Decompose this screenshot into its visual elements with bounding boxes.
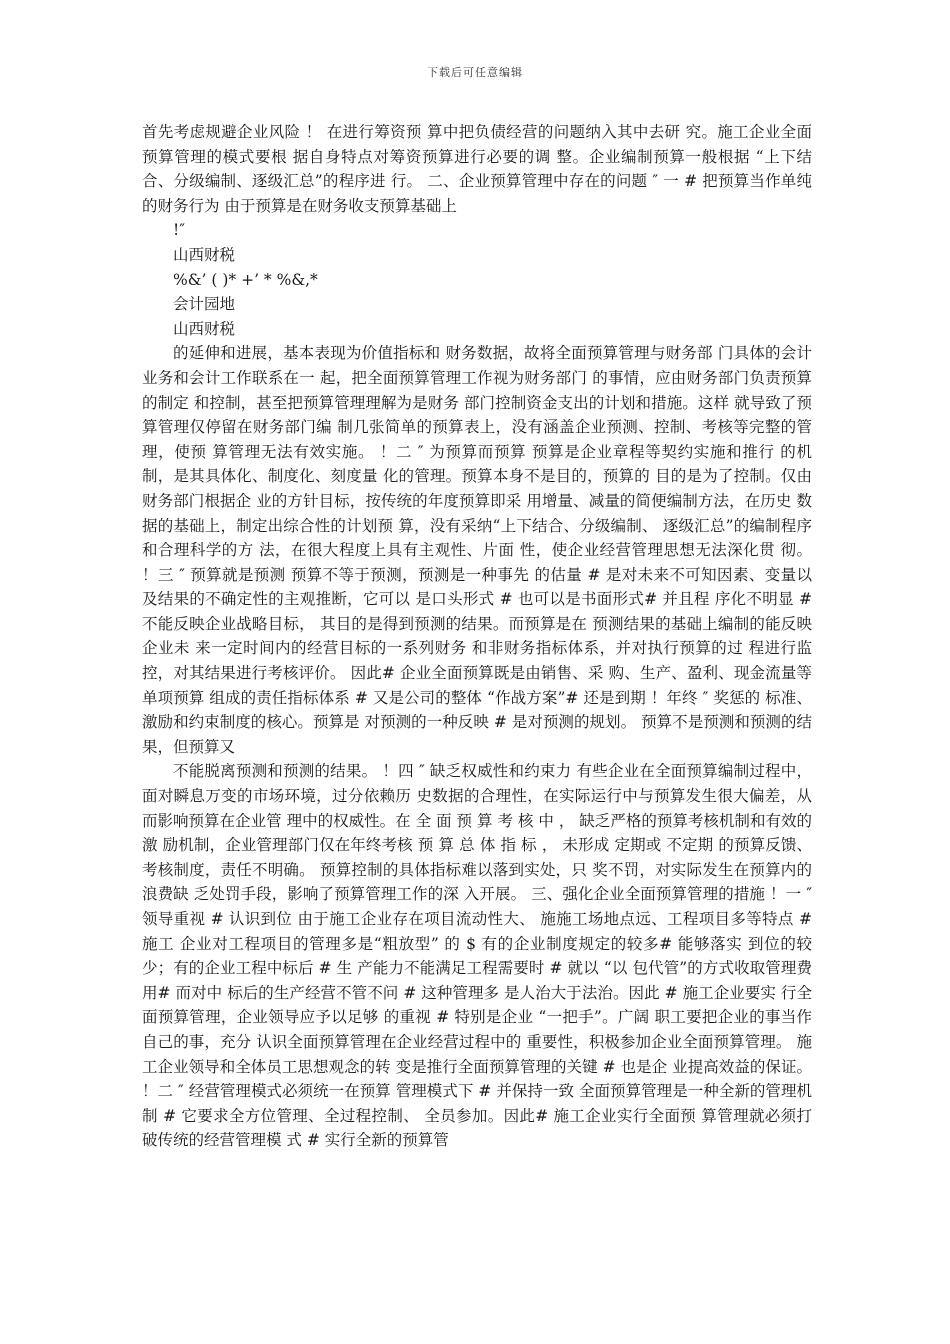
paragraph-3: 不能脱离预测和预测的结果。 ！四 ″ 缺乏权威性和约束力 有些企业在全面预算编制过程中， 面对瞬息万变的市场环境，过分依赖历 史数据的合理性，在实际运行中与预算发生很大偏差，从而影响预算在企业管 理中的权威性。在 全 面 预 算 考 核 中 ， 缺乏严格的预算考核机制和有效的激 励机制，企业管理部门仅在年终考核 预 算 总 体 指 标 ， 未形成 定期或 不定期 的预算反馈、考核制度，责任不明确。 预算控制的具体指标难以落到实处，只 奖不罚，对实际发生在预算内的浪费缺 乏处罚手段，影响了预算管理工作的深 入开展。 三、强化企业全面预算管理的措施 ！一 ″ 领导重视 # 认识到位 由于施工企业存在项目流动性大、 施施工场地点远、工程项目多等特点 # 施工 企业对工程项目的管理多是“粗放型” 的 $ 有的企业制度规定的较多# 能够落实 到位的较少；有的企业工程中标后 # 生 产能力不能满足工程需要时 # 就以 “以 包代管”的方式收取管理费用# 而对中 标后的生产经营不管不问 # 这种管理多 是人治大于法治。因此 # 施工企业要实 行全面预算管理，企业领导应予以足够 的重视 # 特别是企业 “一把手”。广阔 职工要把企业的事当作自己的事，充分 认识全面预算管理在企业经营过程中的 重要性，积极参加企业全面预算管理。 施工企业领导和全体员工思想观念的转 变是推行全面预算管理的关键 # 也是企 业提高效益的保证。 ！二 ″ 经营管理模式必须统一在预算 管理模式下 # 并保持一致 全面预算管理是一种全新的管理机 制 # 它要求全方位管理、全过程控制、 全员参加。因此# 施工企业实行全面预 算管理就必须打破传统的经营管理模 式 # 实行全新的预算管	[142, 762, 812, 1150]
paragraph-1: 首先考虑规避企业风险 ！ 在进行筹资预 算中把负债经营的问题纳入其中去研 究。施工企业全面预算管理的模式要根 据自身特点对筹资预算进行必要的调 整。企业编制预算一般根据 “上下结 合、分级编制、逐级汇总”的程序进 行。 二、企业预算管理中存在的问题 ″ 一 # 把预算当作单纯的财务行为 由于预算是在财务收支预算基础上	[142, 123, 812, 215]
journal-name-line-2: 山西财税	[173, 319, 236, 338]
garbled-code-line: %&’ ( )* +’ * %&,*	[173, 270, 318, 289]
paragraph-2: 的延伸和进展，基本表现为价值指标和 财务数据，故将全面预算管理与财务部 门具体的会计业务和会计工作联系在一 起，把全面预算管理工作视为财务部门 的事情，应由财务部门负责预算的制定 和控制，甚至把预算管理理解为是财务 部门控制资金支出的计划和措施。这样 就导致了预算管理仅停留在财务部门编 制几张简单的预算表上，没有涵盖企业预测、控制、考核等完整的管理，使预 算管理无法有效实施。 ！二 ″ 为预算而预算 预算是企业章程等契约实施和推行 的机制，是其具体化、制度化、刻度量 化的管理。预算本身不是目的，预算的 目的是为了控制。仅由财务部门根据企 业的方针目标，按传统的年度预算即采 用增量、减量的简便编制方法，在历史 数据的基础上，制定出综合性的计划预 算，没有采纳“上下结合、分级编制、 逐级汇总”的编制程序和合理科学的方 法，在很大程度上具有主观性、片面 性，使企业经营管理思想无法深化贯 彻。 ！三 ″ 预算就是预测 预算不等于预测，预测是一种事先 的估量 # 是对未来不可知因素、变量以 及结果的不确定性的主观推断，它可以 是口头形式 # 也可以是书面形式# 并且程 序化不明显 # 不能反映企业战略目标， 其目的是得到预测的结果。而预算是在 预测结果的基础上编制的能反映企业未 来一定时间内的经营目标的一系列财务 和非财务指标体系，并对执行预算的过 程进行监控，对其结果进行考核评价。 因此# 企业全面预算既是由销售、采 购、生产、盈利、现金流量等单项预算 组成的责任指标体系 # 又是公司的整体 “作战方案”# 还是到期 ！年终 ″ 奖惩的 标准、激励和约束制度的核心。预算是 对预测的一种反映 # 是对预测的规划。 预算不是预测和预测的结果，但预算又	[142, 344, 812, 756]
journal-name-line: 山西财税	[173, 245, 236, 264]
column-name-line: 会计园地	[173, 295, 236, 314]
page-header: 下载后可任意编辑	[427, 66, 523, 79]
page-mark-line: !″	[173, 221, 186, 240]
document-body	[142, 120, 812, 1153]
